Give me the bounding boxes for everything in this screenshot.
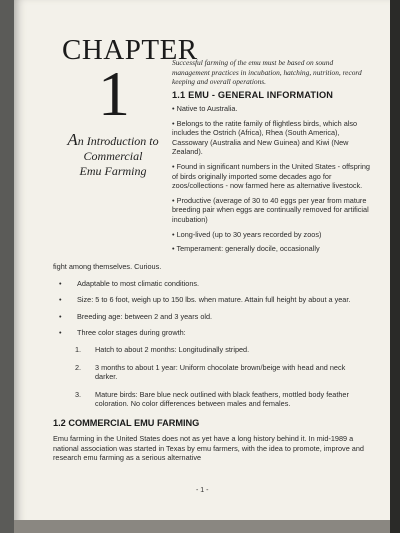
section-1-1-column bbox=[172, 104, 370, 254]
chapter-subtitle-line3: Emu Farming bbox=[79, 164, 147, 178]
temperament-continued: fight among themselves. Curious. bbox=[53, 262, 162, 271]
color-stage-item: 2. 3 months to about 1 year: Uniform chocolate brown/beige with head and neck darker. bbox=[75, 362, 346, 382]
list-item: • Long-lived (up to 30 years recorded by zoos) bbox=[172, 229, 322, 239]
section-heading-1-1: 1.1 EMU - GENERAL INFORMATION bbox=[172, 90, 334, 100]
page-bottom-margin bbox=[14, 520, 390, 533]
color-stage-item: 3. Mature birds: Bare blue neck outlined with black feathers, mottled body feather coloration. No color differences between males and females. bbox=[75, 389, 349, 409]
section-heading-1-2: 1.2 COMMERCIAL EMU FARMING bbox=[53, 418, 200, 428]
section-1-2-paragraph: Emu farming in the United States does not as yet have a long history behind it. In mid-1989 a national association was started in Texas by emu farmers, with the idea to promote, improve and research emu farming as a serious alternative bbox=[53, 434, 364, 463]
list-item: • Found in significant numbers in the United States - offspring of birds originally imported some decades ago for zoos/collections - now farmed here as alternative livestock. bbox=[172, 161, 370, 191]
chapter-subtitle bbox=[58, 132, 168, 179]
list-item: • Adaptable to most climatic conditions. bbox=[59, 278, 200, 288]
chapter-word: CHAPTER bbox=[62, 34, 198, 66]
chapter-subtitle-line1: n Introduction to bbox=[77, 134, 159, 148]
list-item: • Belongs to the ratite family of flightless birds, which also includes the Ostrich (Africa), Rhea (South America), Cassowary (Australia and New Guinea) and Kiwi (New Zealand). bbox=[172, 118, 358, 157]
intro-paragraph: Successful farming of the emu must be based on sound management practices in incubation, hatching, nutrition, record keeping and overall operations. bbox=[172, 58, 362, 87]
list-item: • Three color stages during growth: bbox=[59, 328, 186, 338]
page-number: - 1 - bbox=[196, 487, 209, 494]
list-item: • Size: 5 to 6 foot, weigh up to 150 lbs. when mature. Attain full height by about a year. bbox=[59, 295, 351, 305]
list-item: • Temperament: generally docile, occasionally bbox=[172, 244, 320, 254]
list-item: • Native to Australia. bbox=[172, 104, 238, 113]
page-edge-shadow bbox=[390, 0, 400, 533]
full-width-list bbox=[53, 262, 373, 417]
list-item: • Productive (average of 30 to 40 eggs per year from mature breeding pair when eggs are continually removed for artificial incubation) bbox=[172, 195, 369, 224]
chapter-number: 1 bbox=[98, 58, 130, 129]
chapter-subtitle-initial: A bbox=[67, 130, 78, 149]
color-stage-item: 1. Hatch to about 2 months: Longitudinally striped. bbox=[75, 344, 250, 354]
list-item: • Breeding age: between 2 and 3 years old. bbox=[59, 311, 213, 321]
chapter-subtitle-line2: Commercial bbox=[83, 149, 143, 163]
